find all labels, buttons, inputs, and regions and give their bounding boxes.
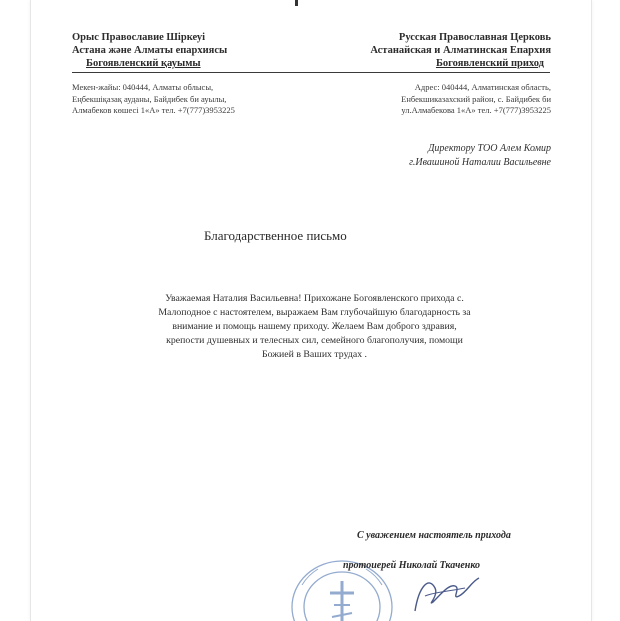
address-left bbox=[72, 82, 235, 117]
signatory-name: протоиерей Николай Ткаченко bbox=[343, 560, 481, 571]
address-right-line: ул.Алмабекова 1«А» тел. +7(777)3953225 bbox=[401, 105, 551, 115]
body-line: внимание и помощь нашему приходу. Желаем Вам доброго здравия, bbox=[172, 321, 457, 332]
header-right-line1: Русская Православная Церковь bbox=[398, 32, 551, 43]
addressee-line1: Директору ТОО Алем Комир bbox=[428, 143, 551, 154]
addressee-block bbox=[409, 142, 551, 170]
header-left-parish: Богоявленский қауымы bbox=[86, 58, 201, 69]
address-right bbox=[401, 82, 551, 117]
body-line: Малоподное с настоятелем, выражаем Вам глубочайшую благодарность за bbox=[158, 307, 471, 318]
header-right-line2: Астанайская и Алматинская Епархия bbox=[370, 45, 551, 56]
addressee-line2: г.Ивашиной Наталии Васильевне bbox=[409, 157, 551, 168]
header-right-parish: Богоявленский приход bbox=[435, 58, 544, 69]
handwritten-signature-icon bbox=[405, 566, 485, 616]
body-line: Божией в Ваших трудах . bbox=[261, 349, 367, 360]
header-right bbox=[370, 31, 551, 57]
address-left-line: Еңбекшіқазақ ауданы, Байдибек би ауылы, bbox=[72, 93, 227, 104]
address-left-line: Мекен-жайы: 040444, Алматы облысы, bbox=[72, 82, 214, 92]
address-left-line: Алмабеков көшесі 1«А» тел. +7(777)3953225 bbox=[72, 105, 235, 115]
address-right-line: Адрес: 040444, Алматинская область, bbox=[414, 82, 551, 92]
letter-body bbox=[122, 292, 507, 362]
binding-mark bbox=[295, 0, 298, 6]
header-left bbox=[72, 31, 227, 57]
header-left-line1: Орыс Православие Шіркеуі bbox=[72, 32, 206, 43]
closing-phrase: С уважением настоятель прихода bbox=[357, 530, 511, 541]
letter-title: Благодарственное письмо bbox=[204, 228, 347, 243]
address-right-line: Енбекшиказахский район, с. Байдибек би bbox=[401, 93, 551, 104]
body-line: крепости душевных и телесных сил, семейного благополучия, помощи bbox=[166, 335, 463, 346]
body-line: Уважаемая Наталия Васильевна! Прихожане Богоявленского прихода с. bbox=[165, 293, 464, 304]
header-left-line2: Астана және Алматы епархиясы bbox=[72, 45, 228, 56]
header-divider bbox=[72, 72, 550, 73]
